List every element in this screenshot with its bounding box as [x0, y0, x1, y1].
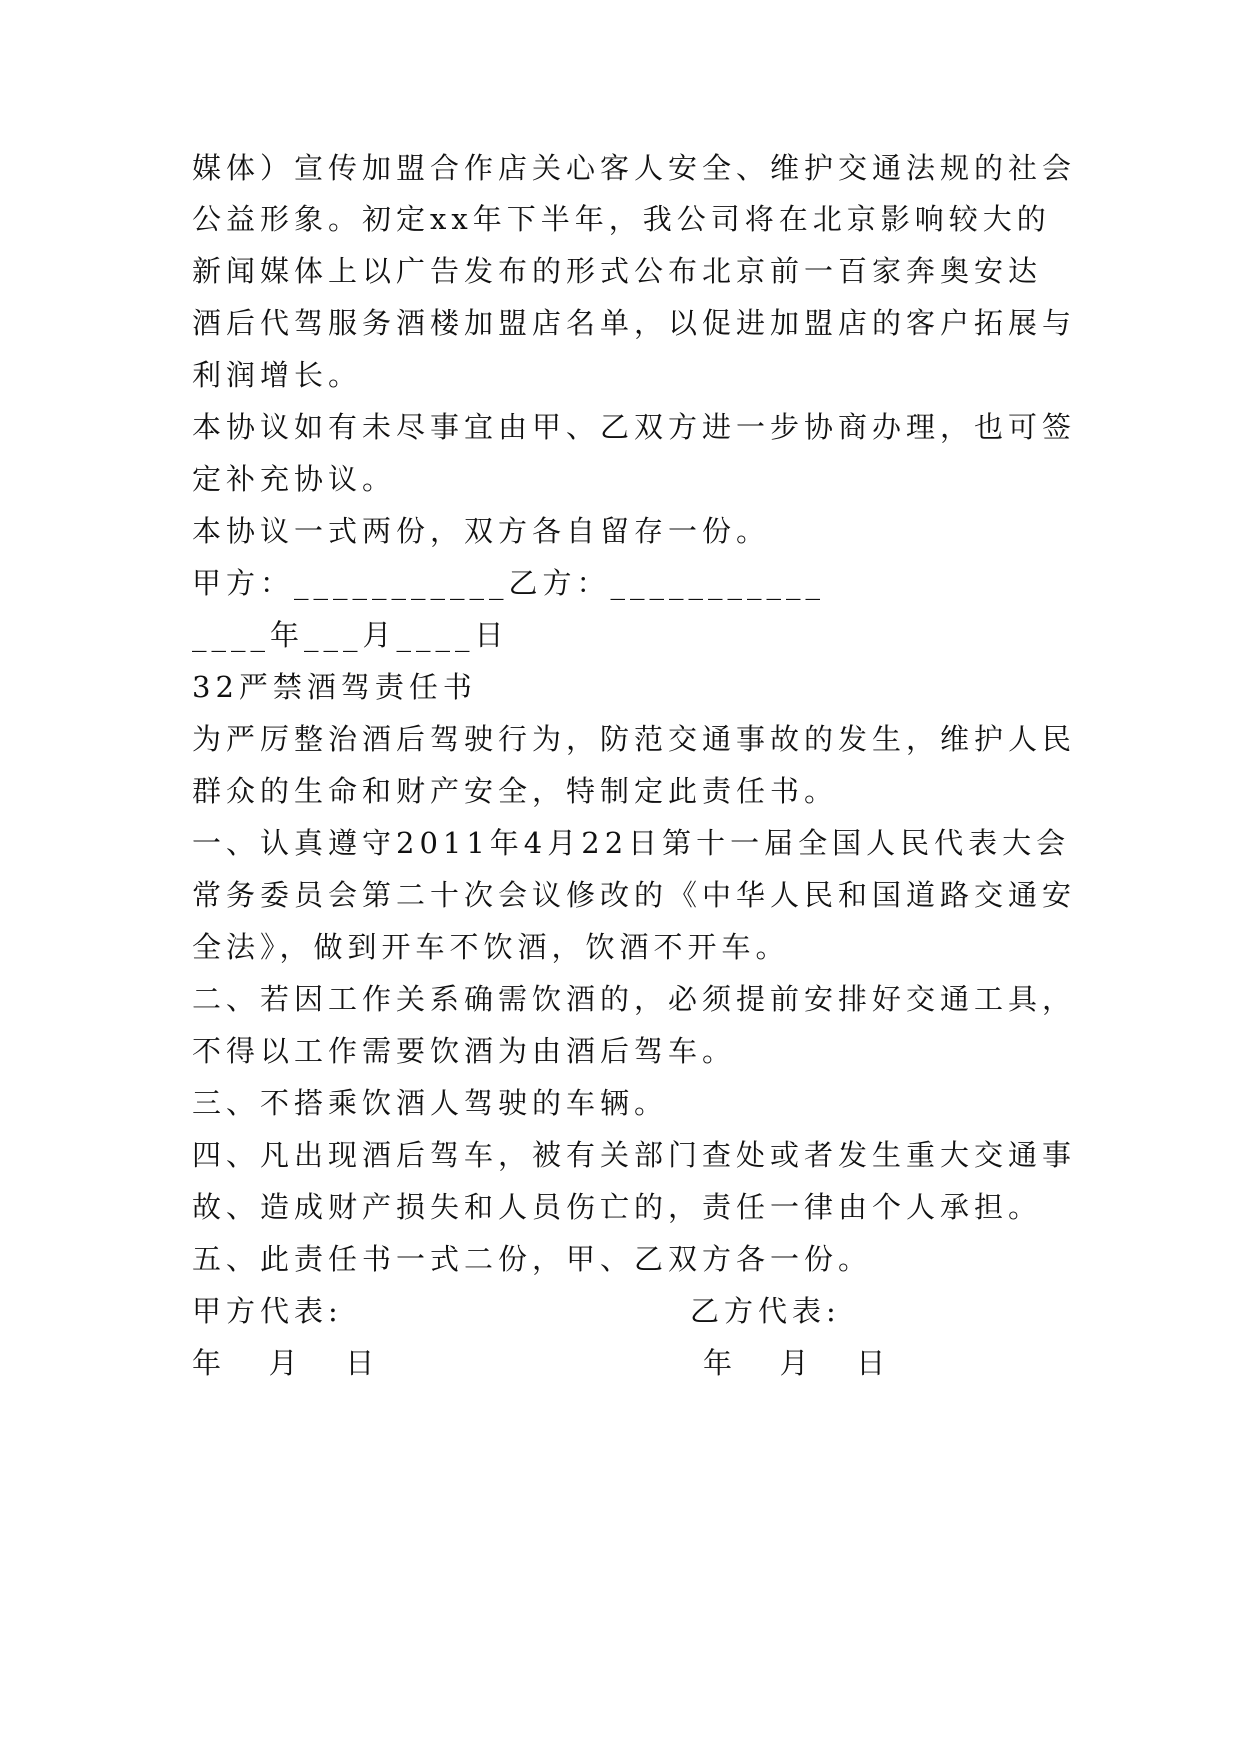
paragraph-line: 本协议一式两份，双方各自留存一份。	[192, 514, 771, 548]
clause-line: 四、凡出现酒后驾车，被有关部门查处或者发生重大交通事	[192, 1138, 1077, 1172]
party-a-date: 年 月 日	[192, 1346, 380, 1380]
clause-line: 全法》，做到开车不饮酒，饮酒不开车。	[192, 930, 790, 964]
paragraph-line: 为严厉整治酒后驾驶行为，防范交通事故的发生，维护人民	[192, 722, 1077, 756]
clause-line: 五、此责任书一式二份，甲、乙双方各一份。	[192, 1242, 873, 1276]
clause-line: 常务委员会第二十次会议修改的《中华人民和国道路交通安	[192, 878, 1077, 912]
party-b-date: 年 月 日	[703, 1346, 891, 1380]
clause-line: 不得以工作需要饮酒为由酒后驾车。	[192, 1034, 737, 1068]
clause-line: 三、不搭乘饮酒人驾驶的车辆。	[192, 1086, 669, 1120]
section-title: 32严禁酒驾责任书	[192, 670, 477, 704]
paragraph-line: 公益形象。初定xx年下半年，我公司将在北京影响较大的	[192, 202, 1051, 236]
paragraph-line: 定补充协议。	[192, 462, 397, 496]
paragraph-line: 利润增长。	[192, 358, 363, 392]
paragraph-line: 群众的生命和财产安全，特制定此责任书。	[192, 774, 839, 808]
signature-fill-line: 甲方：___________乙方：___________	[192, 566, 826, 600]
clause-line: 一、认真遵守2011年4月22日第十一届全国人民代表大会	[192, 826, 1071, 860]
party-b-representative: 乙方代表:	[690, 1294, 841, 1328]
paragraph-line: 新闻媒体上以广告发布的形式公布北京前一百家奔奥安达	[192, 254, 1043, 288]
paragraph-line: 媒体）宣传加盟合作店关心客人安全、维护交通法规的社会	[192, 151, 1077, 185]
paragraph-line: 酒后代驾服务酒楼加盟店名单，以促进加盟店的客户拓展与	[192, 306, 1077, 340]
party-a-representative: 甲方代表:	[192, 1294, 343, 1328]
clause-line: 故、造成财产损失和人员伤亡的，责任一律由个人承担。	[192, 1190, 1043, 1224]
clause-line: 二、若因工作关系确需饮酒的，必须提前安排好交通工具，	[192, 982, 1077, 1016]
paragraph-line: 本协议如有未尽事宜由甲、乙双方进一步协商办理，也可签	[192, 410, 1077, 444]
date-fill-line: ____年___月____日	[192, 618, 509, 652]
